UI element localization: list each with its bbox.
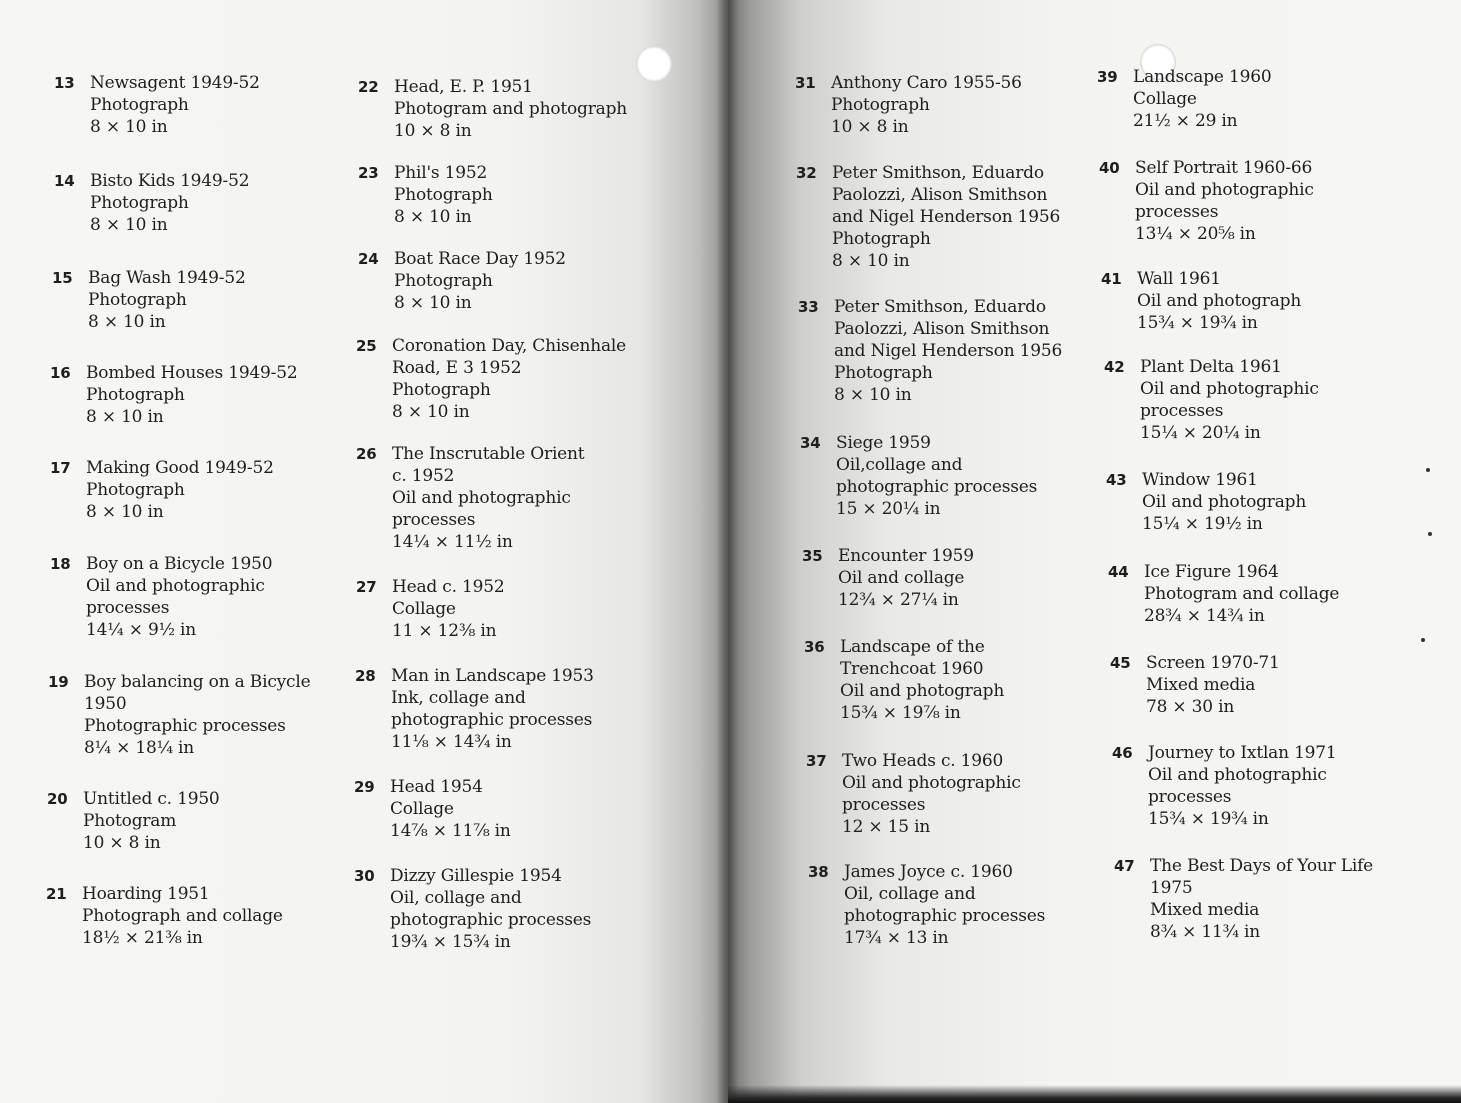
- entry-detail: Photograph: [90, 95, 189, 115]
- entry-title: Peter Smithson, Eduardo: [832, 163, 1044, 183]
- entry-detail: Oil and photographic: [1148, 765, 1327, 785]
- entry-number: 14: [54, 172, 75, 190]
- catalogue-entry: [1108, 561, 1408, 627]
- entry-detail: processes: [1148, 787, 1232, 807]
- entry-detail: 13¼ × 20⅝ in: [1135, 224, 1256, 244]
- entry-detail: Oil and photographic: [392, 488, 571, 508]
- entry-detail: 18½ × 21⅜ in: [82, 928, 203, 948]
- entry-detail: Photograph and collage: [82, 906, 283, 926]
- entry-detail: Mixed media: [1146, 675, 1256, 695]
- entry-number: 39: [1097, 68, 1118, 86]
- entry-detail: 14¼ × 9½ in: [86, 620, 197, 640]
- entry-number: 23: [358, 164, 379, 182]
- entry-number: 31: [795, 74, 816, 92]
- catalogue-entry: [1110, 652, 1410, 718]
- entry-detail: 8 × 10 in: [392, 402, 470, 422]
- entry-detail: 10 × 8 in: [394, 121, 472, 141]
- entry-title: Window 1961: [1142, 470, 1258, 490]
- entry-detail: Oil,collage and: [836, 455, 963, 475]
- entry-detail: Trenchcoat 1960: [840, 659, 984, 679]
- entry-title: Boat Race Day 1952: [394, 249, 566, 269]
- entry-detail: 12¾ × 27¼ in: [838, 590, 959, 610]
- entry-number: 40: [1099, 159, 1120, 177]
- entry-number: 15: [52, 269, 73, 287]
- entry-title: Screen 1970-71: [1146, 653, 1280, 673]
- entry-title: Wall 1961: [1137, 269, 1221, 289]
- entry-detail: Oil and photograph: [840, 681, 1005, 701]
- entry-detail: 15¼ × 20¼ in: [1140, 423, 1261, 443]
- entry-detail: Oil and photographic: [1140, 379, 1319, 399]
- catalogue-entry: [1106, 469, 1406, 535]
- catalogue-entry: [356, 443, 656, 553]
- entry-title: Phil's 1952: [394, 163, 488, 183]
- entry-title: Making Good 1949-52: [86, 458, 274, 478]
- entry-detail: Road, E 3 1952: [392, 358, 522, 378]
- entry-title: Hoarding 1951: [82, 884, 210, 904]
- entry-detail: Collage: [392, 599, 456, 619]
- entry-detail: processes: [1140, 401, 1224, 421]
- book-spine-shadow: [716, 0, 738, 1103]
- entry-detail: and Nigel Henderson 1956: [832, 207, 1061, 227]
- entry-detail: Oil and photograph: [1137, 291, 1302, 311]
- entry-title: Journey to Ixtlan 1971: [1148, 743, 1337, 763]
- catalogue-entry: [48, 671, 348, 759]
- catalogue-entry: [1114, 855, 1414, 943]
- entry-number: 38: [808, 863, 829, 881]
- catalogue-entry: [796, 162, 1096, 272]
- entry-number: 35: [802, 547, 823, 565]
- entry-detail: 8 × 10 in: [86, 502, 164, 522]
- entry-number: 32: [796, 164, 817, 182]
- entry-detail: Oil and photographic: [842, 773, 1021, 793]
- entry-number: 20: [47, 790, 68, 808]
- entry-title: Siege 1959: [836, 433, 931, 453]
- entry-detail: 8 × 10 in: [90, 117, 168, 137]
- entry-detail: photographic processes: [390, 910, 592, 930]
- entry-title: Boy balancing on a Bicycle: [84, 672, 311, 692]
- entry-detail: 8 × 10 in: [86, 407, 164, 427]
- catalogue-entry: [50, 457, 350, 523]
- entry-title: Untitled c. 1950: [83, 789, 220, 809]
- entry-number: 29: [354, 778, 375, 796]
- entry-title: James Joyce c. 1960: [844, 862, 1013, 882]
- entry-detail: processes: [392, 510, 476, 530]
- entry-title: Head, E. P. 1951: [394, 77, 533, 97]
- entry-detail: Paolozzi, Alison Smithson: [834, 319, 1050, 339]
- entry-detail: 14¼ × 11½ in: [392, 532, 513, 552]
- entry-detail: 10 × 8 in: [831, 117, 909, 137]
- entry-title: Self Portrait 1960-66: [1135, 158, 1313, 178]
- entry-detail: Oil and photographic: [1135, 180, 1314, 200]
- entry-detail: 8 × 10 in: [834, 385, 912, 405]
- catalogue-entry: [358, 76, 658, 142]
- entry-title: Bombed Houses 1949-52: [86, 363, 298, 383]
- entry-number: 37: [806, 752, 827, 770]
- entry-title: Encounter 1959: [838, 546, 974, 566]
- page-bottom-shadow: [728, 1085, 1461, 1103]
- entry-detail: 17¾ × 13 in: [844, 928, 949, 948]
- entry-title: Two Heads c. 1960: [842, 751, 1004, 771]
- entry-number: 46: [1112, 744, 1133, 762]
- entry-detail: 21½ × 29 in: [1133, 111, 1238, 131]
- entry-detail: 8 × 10 in: [90, 215, 168, 235]
- entry-title: Dizzy Gillespie 1954: [390, 866, 562, 886]
- entry-detail: Collage: [390, 799, 454, 819]
- entry-detail: 14⅞ × 11⅞ in: [390, 821, 511, 841]
- entry-detail: 10 × 8 in: [83, 833, 161, 853]
- entry-number: 30: [354, 867, 375, 885]
- entry-detail: Collage: [1133, 89, 1197, 109]
- catalogue-entry: [358, 248, 658, 314]
- catalogue-entry: [358, 162, 658, 228]
- entry-number: 21: [46, 885, 67, 903]
- entry-detail: photographic processes: [391, 710, 593, 730]
- entry-detail: Oil and photograph: [1142, 492, 1307, 512]
- entry-number: 41: [1101, 270, 1122, 288]
- catalogue-entry: [1112, 742, 1412, 830]
- entry-number: 13: [54, 74, 75, 92]
- catalogue-entry: [356, 576, 656, 642]
- entry-number: 16: [50, 364, 71, 382]
- entry-title: Landscape 1960: [1133, 67, 1272, 87]
- entry-detail: 12 × 15 in: [842, 817, 931, 837]
- entry-detail: 15¼ × 19½ in: [1142, 514, 1263, 534]
- entry-detail: 8 × 10 in: [394, 293, 472, 313]
- entry-detail: Ink, collage and: [391, 688, 526, 708]
- catalogue-entry: [354, 865, 654, 953]
- entry-detail: Oil, collage and: [844, 884, 976, 904]
- entry-number: 19: [48, 673, 69, 691]
- entry-detail: 1975: [1150, 878, 1193, 898]
- entry-title: Peter Smithson, Eduardo: [834, 297, 1046, 317]
- entry-detail: processes: [86, 598, 170, 618]
- entry-detail: 78 × 30 in: [1146, 697, 1235, 717]
- catalogue-entry: [354, 776, 654, 842]
- entry-number: 24: [358, 250, 379, 268]
- ink-speck: [1426, 468, 1430, 472]
- entry-title: Landscape of the: [840, 637, 985, 657]
- catalogue-entry: [356, 335, 656, 423]
- entry-detail: 15¾ × 19¾ in: [1137, 313, 1258, 333]
- catalogue-entry: [52, 267, 352, 333]
- entry-detail: Oil, collage and: [390, 888, 522, 908]
- entry-detail: photographic processes: [844, 906, 1046, 926]
- entry-detail: Photograph: [86, 480, 185, 500]
- entry-title: Bag Wash 1949-52: [88, 268, 246, 288]
- entry-number: 17: [50, 459, 71, 477]
- entry-detail: 1950: [84, 694, 127, 714]
- entry-number: 22: [358, 78, 379, 96]
- catalogue-entry: [808, 861, 1108, 949]
- entry-detail: Photograph: [832, 229, 931, 249]
- entry-detail: 8¼ × 18¼ in: [84, 738, 195, 758]
- entry-number: 28: [355, 667, 376, 685]
- entry-number: 34: [800, 434, 821, 452]
- entry-detail: 28¾ × 14¾ in: [1144, 606, 1265, 626]
- entry-title: Boy on a Bicycle 1950: [86, 554, 273, 574]
- entry-number: 43: [1106, 471, 1127, 489]
- entry-detail: 11 × 12⅜ in: [392, 621, 497, 641]
- entry-detail: 15 × 20¼ in: [836, 499, 941, 519]
- entry-number: 25: [356, 337, 377, 355]
- entry-title: Coronation Day, Chisenhale: [392, 336, 626, 356]
- entry-detail: c. 1952: [392, 466, 455, 486]
- entry-detail: Photographic processes: [84, 716, 286, 736]
- entry-detail: Photograph: [88, 290, 187, 310]
- ink-speck: [1421, 638, 1425, 642]
- catalogue-entry: [1104, 356, 1404, 444]
- entry-detail: Oil and photographic: [86, 576, 265, 596]
- entry-detail: photographic processes: [836, 477, 1038, 497]
- ink-speck: [1428, 532, 1432, 536]
- entry-number: 44: [1108, 563, 1129, 581]
- entry-detail: Photogram and collage: [1144, 584, 1340, 604]
- entry-detail: and Nigel Henderson 1956: [834, 341, 1063, 361]
- entry-title: Newsagent 1949-52: [90, 73, 260, 93]
- entry-detail: 19¾ × 15¾ in: [390, 932, 511, 952]
- catalogue-entry: [50, 362, 350, 428]
- entry-detail: processes: [1135, 202, 1219, 222]
- entry-detail: Photograph: [394, 185, 493, 205]
- catalogue-entry: [795, 72, 1095, 138]
- catalogue-entry: [802, 545, 1102, 611]
- entry-number: 26: [356, 445, 377, 463]
- catalogue-entry: [1099, 157, 1399, 245]
- catalogue-entry: [1101, 268, 1401, 334]
- entry-number: 42: [1104, 358, 1125, 376]
- entry-detail: Photograph: [394, 271, 493, 291]
- entry-number: 45: [1110, 654, 1131, 672]
- entry-detail: Photogram and photograph: [394, 99, 628, 119]
- entry-title: The Best Days of Your Life: [1150, 856, 1374, 876]
- entry-detail: Photograph: [86, 385, 185, 405]
- entry-detail: processes: [842, 795, 926, 815]
- entry-title: The Inscrutable Orient: [392, 444, 585, 464]
- entry-detail: 15¾ × 19⅞ in: [840, 703, 961, 723]
- entry-title: Head c. 1952: [392, 577, 505, 597]
- entry-title: Ice Figure 1964: [1144, 562, 1279, 582]
- entry-title: Plant Delta 1961: [1140, 357, 1282, 377]
- entry-detail: 8 × 10 in: [88, 312, 166, 332]
- entry-number: 18: [50, 555, 71, 573]
- entry-number: 33: [798, 298, 819, 316]
- catalogue-entry: [1097, 66, 1397, 132]
- entry-detail: Photograph: [831, 95, 930, 115]
- entry-detail: Photograph: [834, 363, 933, 383]
- entry-detail: Oil and collage: [838, 568, 965, 588]
- catalogue-entry: [804, 636, 1104, 724]
- entry-detail: 8 × 10 in: [394, 207, 472, 227]
- entry-number: 36: [804, 638, 825, 656]
- entry-detail: 15¾ × 19¾ in: [1148, 809, 1269, 829]
- catalogue-entry: [800, 432, 1100, 520]
- entry-title: Anthony Caro 1955-56: [831, 73, 1022, 93]
- catalogue-entry: [47, 788, 347, 854]
- catalogue-entry: [806, 750, 1106, 838]
- entry-detail: 11⅛ × 14¾ in: [391, 732, 512, 752]
- entry-title: Man in Landscape 1953: [391, 666, 594, 686]
- catalogue-entry: [46, 883, 346, 949]
- catalogue-entry: [50, 553, 350, 641]
- entry-detail: Mixed media: [1150, 900, 1260, 920]
- entry-number: 47: [1114, 857, 1135, 875]
- entry-title: Bisto Kids 1949-52: [90, 171, 250, 191]
- entry-detail: Photogram: [83, 811, 177, 831]
- entry-detail: 8¾ × 11¾ in: [1150, 922, 1261, 942]
- entry-title: Head 1954: [390, 777, 483, 797]
- catalogue-entry: [54, 72, 354, 138]
- entry-detail: Photograph: [90, 193, 189, 213]
- entry-detail: 8 × 10 in: [832, 251, 910, 271]
- catalogue-entry: [355, 665, 655, 753]
- catalogue-entry: [798, 296, 1098, 406]
- entry-detail: Paolozzi, Alison Smithson: [832, 185, 1048, 205]
- entry-detail: Photograph: [392, 380, 491, 400]
- entry-number: 27: [356, 578, 377, 596]
- catalogue-entry: [54, 170, 354, 236]
